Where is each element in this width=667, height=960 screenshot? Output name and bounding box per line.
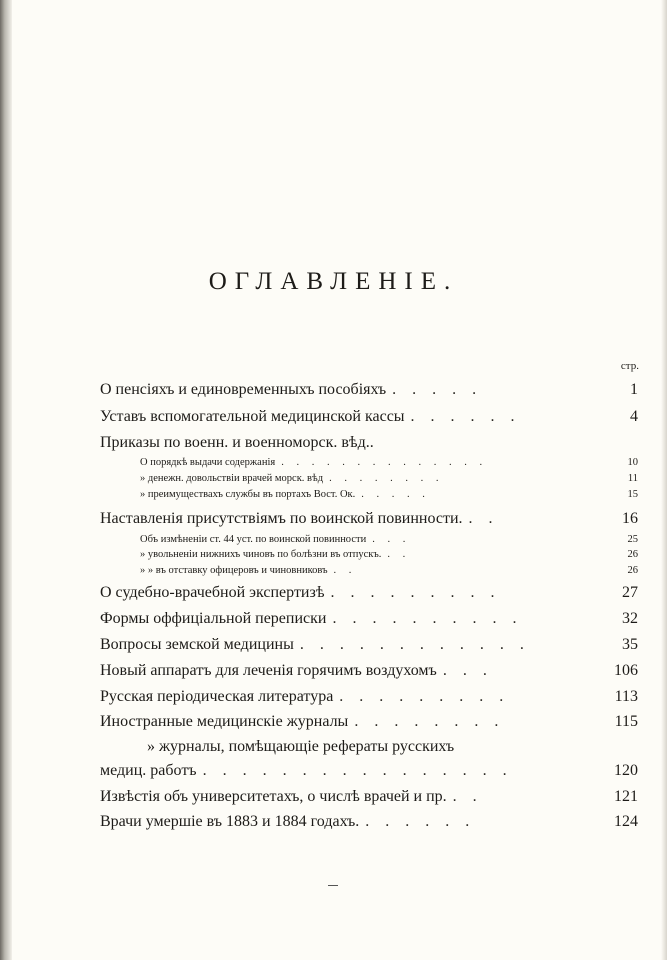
leader-dots: . . . . . [361, 489, 430, 500]
entry-page: 115 [614, 713, 638, 730]
entry-title: Наставленія присутствіямъ по воинской повинности. [100, 510, 463, 527]
entry-page: 113 [614, 688, 638, 705]
entry-page: 1 [630, 381, 638, 398]
entry-title: » увольненіи нижнихъ чиновъ по болѣзни въ отпускъ. [140, 549, 382, 560]
leader-dots: . . . . . . . . [329, 473, 444, 484]
toc-entry [100, 762, 638, 780]
toc-entry [100, 713, 638, 731]
entry-page: 26 [627, 549, 638, 560]
leader-dots: . . [452, 788, 483, 805]
entry-page: 4 [630, 408, 638, 425]
entry-page: 35 [622, 636, 638, 653]
entry-title: медиц. работъ [100, 762, 197, 779]
entry-page: 16 [622, 510, 638, 527]
toc-entry [100, 381, 638, 399]
entry-page: 27 [622, 584, 638, 601]
leader-dots: . . [333, 565, 357, 576]
toc-entry [100, 636, 638, 654]
entry-title: » » въ отставку офицеровъ и чиновниковъ [140, 565, 328, 576]
entry-title: Иностранные медицинскіе журналы [100, 713, 349, 730]
leader-dots: . . . . . . . . [354, 713, 505, 730]
entry-title: Формы оффиціальной переписки [100, 610, 327, 627]
page-column-header: стр. [620, 360, 639, 372]
entry-title: Вопросы земской медицины [100, 636, 294, 653]
toc-subentry [140, 549, 638, 560]
page-title: ОГЛАВЛЕНІЕ. [208, 268, 459, 295]
toc-entry [100, 610, 638, 628]
entry-title: » журналы, помѣщающіе рефераты русскихъ [147, 738, 455, 755]
leader-dots: . . . . . . [410, 408, 521, 425]
closing-rule [328, 885, 338, 886]
entry-title: Извѣстія объ университетахъ, о числѣ врачей и пр. [100, 788, 447, 805]
entry-title: О порядкѣ выдачи содержанія [140, 457, 276, 468]
entry-title: Объ измѣненіи ст. 44 уст. по воинской повинности [140, 534, 367, 545]
toc-entry [100, 813, 638, 831]
toc-entry [100, 788, 638, 806]
leader-dots: . . . . . . [365, 813, 476, 830]
entry-page: 124 [614, 813, 638, 830]
entry-title: Русская періодическая литература [100, 688, 334, 705]
toc-entry-line [147, 738, 597, 756]
entry-page: 11 [627, 473, 638, 484]
entry-page: 10 [627, 457, 638, 468]
entry-page: 120 [614, 762, 638, 779]
entry-title: Врачи умершіе въ 1883 и 1884 годахъ. [100, 813, 360, 830]
leader-dots: . . . . . . . . . . . . . . [281, 457, 488, 468]
entry-page: 121 [614, 788, 638, 805]
entry-title: Новый аппаратъ для леченія горячимъ воздухомъ [100, 662, 437, 679]
leader-dots: . . . [372, 534, 411, 545]
toc-subentry [140, 489, 638, 500]
toc-subentry [140, 565, 638, 576]
toc-subentry [140, 457, 638, 468]
leader-dots: . . [468, 510, 499, 527]
leader-dots: . . [387, 549, 411, 560]
entry-title: О судебно-врачебной экспертизѣ [100, 584, 325, 601]
toc-entry [100, 510, 638, 528]
toc-subentry [140, 473, 638, 484]
entry-page: 25 [627, 534, 638, 545]
entry-page: 106 [614, 662, 638, 679]
entry-title: » денежн. довольствіи врачей морск. вѣд [140, 473, 324, 484]
entry-title: » преимуществахъ службы въ портахъ Вост. Ок. [140, 489, 356, 500]
entry-title: О пенсіяхъ и единовременныхъ пособіяхъ [100, 381, 387, 398]
toc-entry [100, 584, 638, 602]
leader-dots: . . . . . . . . . . . . [299, 636, 530, 653]
leader-dots: . . . [442, 662, 493, 679]
entry-title: Уставъ вспомогательной медицинской кассы [100, 408, 405, 425]
leader-dots: . . . . . . . . . . [332, 610, 523, 627]
leader-dots: . . . . . . . . . [339, 688, 510, 705]
toc-subentry [140, 534, 638, 545]
entry-page: 32 [622, 610, 638, 627]
toc-section-heading [100, 434, 638, 452]
leader-dots: . . . . . . . . . . . . . . . . [202, 762, 513, 779]
entry-page: 26 [627, 565, 638, 576]
toc-entry [100, 408, 638, 426]
toc-entry [100, 688, 638, 706]
toc-entry [100, 662, 638, 680]
leader-dots: . . . . . . . . . [330, 584, 501, 601]
entry-page: 15 [627, 489, 638, 500]
entry-title: Приказы по военн. и военноморск. вѣд.. [100, 434, 374, 451]
leader-dots: . . . . . [392, 381, 483, 398]
